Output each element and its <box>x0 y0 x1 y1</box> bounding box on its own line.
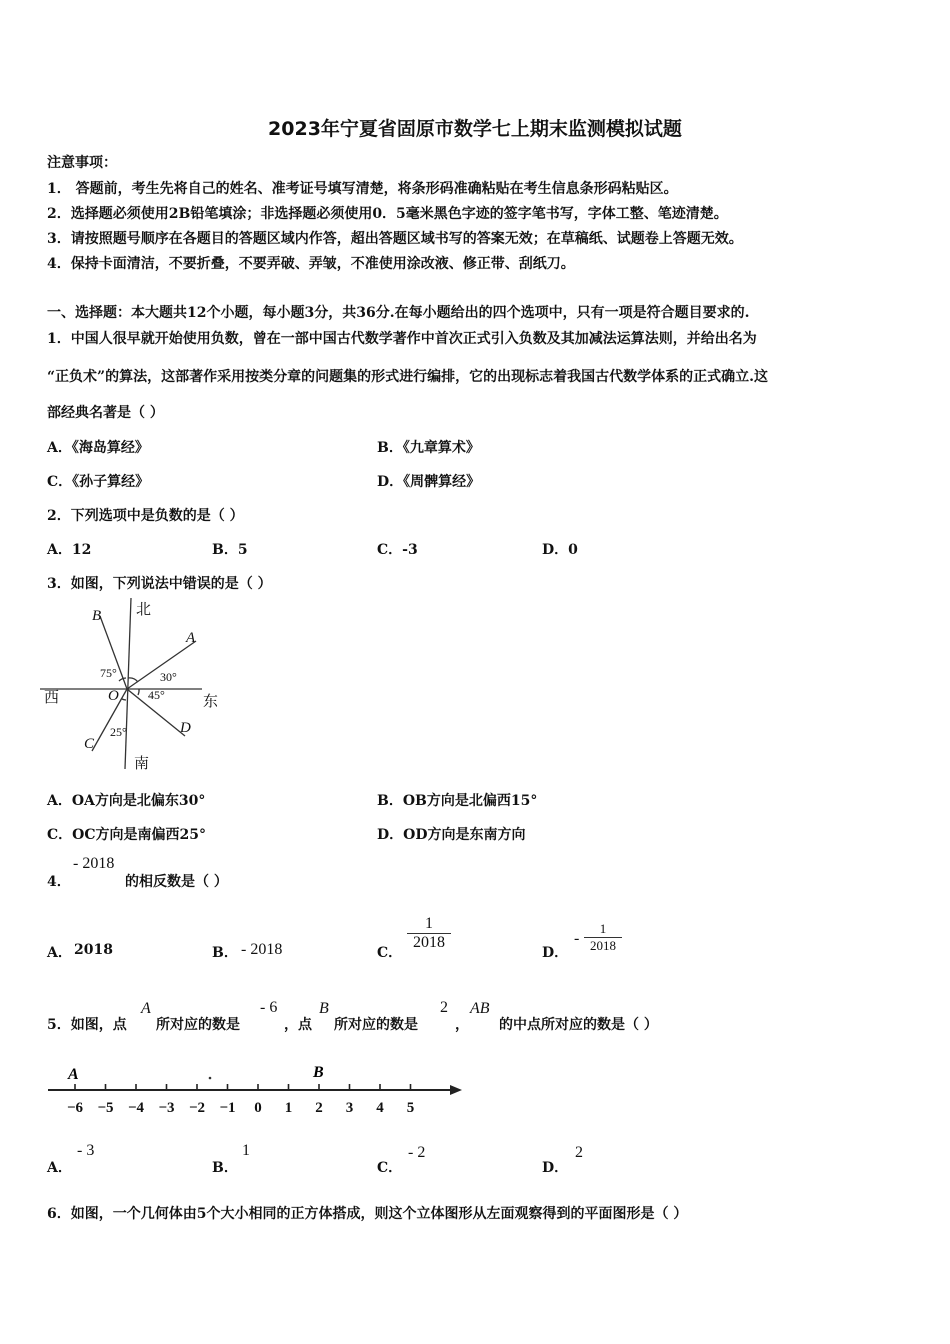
notice-item-1: 1． 答题前，考生先将自己的姓名、准考证号填写清楚，将条形码准确粘贴在考生信息条形码粘贴区。 <box>47 181 678 197</box>
tick-label: 4 <box>376 1100 384 1116</box>
q3-option-a: A．OA方向是北偏东30° <box>47 793 206 809</box>
q5-point-a: A <box>141 1000 151 1017</box>
label-d: D <box>180 720 191 736</box>
q4-value: - 2018 <box>73 855 115 872</box>
tick-label: 1 <box>284 1100 293 1116</box>
label-o: O <box>108 688 119 704</box>
q2-stem: 2．下列选项中是负数的是（ ） <box>47 508 244 524</box>
notice-item-4: 4．保持卡面清洁，不要折叠，不要弄破、弄皱，不准使用涂改液、修正带、刮纸刀。 <box>47 256 575 272</box>
notice-item-2: 2．选择题必须使用2B铅笔填涂；非选择题必须使用0．5毫米黑色字迹的签字笔书写，字体工整、笔迹清楚。 <box>47 206 728 222</box>
q4-option-d-sign: - <box>574 930 580 947</box>
q5-option-b-label: B． <box>212 1160 238 1176</box>
q1-option-b: B．《九章算术》 <box>377 440 480 456</box>
q4-option-b-label: B． <box>212 945 238 961</box>
q5-stem-part-5: ， <box>455 1017 469 1033</box>
label-c: C <box>84 736 95 752</box>
q5-option-c-label: C． <box>377 1160 403 1176</box>
label-west: 西 <box>44 690 60 706</box>
tick-label: 3 <box>345 1100 354 1116</box>
q5-option-d-value: 2 <box>575 1144 583 1161</box>
q3-option-b: B．OB方向是北偏西15° <box>377 793 538 809</box>
q1-stem-line-1: 1．中国人很早就开始使用负数，曾在一部中国古代数学著作中首次正式引入负数及其加减法运算法则，并给出名为 <box>47 331 757 347</box>
q4-option-d-denominator: 2018 <box>584 937 622 954</box>
tick-label: −1 <box>219 1100 236 1116</box>
q1-stem-line-3: 部经典名著是（ ） <box>47 405 164 421</box>
q5-option-d-label: D． <box>542 1160 569 1176</box>
angle-label-25: 25° <box>110 725 127 739</box>
q1-option-a: A．《海岛算经》 <box>47 440 149 456</box>
label-a: A <box>186 630 196 646</box>
angle-label-45: 45° <box>148 688 165 702</box>
axis-label-b: B <box>313 1064 324 1081</box>
q5-option-a-value: - 3 <box>77 1142 95 1159</box>
q5-option-a-label: A． <box>47 1160 72 1176</box>
q5-point-b: B <box>319 1000 329 1017</box>
tick-label: −4 <box>127 1100 145 1116</box>
arrow-head <box>450 1085 462 1095</box>
section-heading: 一、选择题：本大题共12个小题，每小题3分，共36分.在每小题给出的四个选项中，只有一项是符合题目要求的. <box>47 305 750 321</box>
q4-option-a-value: 2018 <box>74 942 113 958</box>
angle-label-75: 75° <box>100 666 117 680</box>
q4-option-c-numerator: 1 <box>425 915 433 932</box>
q1-option-c: C．《孙子算经》 <box>47 474 150 490</box>
q5-option-c-value: - 2 <box>408 1144 426 1161</box>
number-line-figure <box>40 1055 470 1120</box>
page-title: 2023年宁夏省固原市数学七上期末监测模拟试题 <box>268 118 682 140</box>
q4-option-d-label: D． <box>542 945 569 961</box>
midpoint-dot <box>209 1077 212 1080</box>
q5-stem-part-6: 的中点所对应的数是（ ） <box>499 1017 658 1033</box>
angle-label-30: 30° <box>160 670 177 684</box>
tick-label: −6 <box>66 1100 84 1116</box>
q4-option-d-numerator: 1 <box>599 921 607 936</box>
q4-option-b-value: - 2018 <box>241 941 283 958</box>
q6-stem: 6．如图，一个几何体由5个大小相同的正方体搭成，则这个立体图形从左面观察得到的平面图形是（ ） <box>47 1206 688 1222</box>
tick-label: 5 <box>406 1100 415 1116</box>
label-south: 南 <box>134 756 150 772</box>
compass-figure <box>40 596 230 776</box>
q5-stem-part-4: 所对应的数是 <box>334 1017 418 1033</box>
label-east: 东 <box>203 694 219 710</box>
q1-option-d: D．《周髀算经》 <box>377 474 481 490</box>
tick-label: −2 <box>188 1100 206 1116</box>
tick-label: −3 <box>158 1100 175 1116</box>
q5-point-b-value: 2 <box>440 999 448 1016</box>
q2-option-c: C．-3 <box>377 542 418 558</box>
label-north: 北 <box>136 602 152 618</box>
q5-stem-part-2: 所对应的数是 <box>156 1017 240 1033</box>
q5-segment-ab: AB <box>470 1000 490 1017</box>
q5-stem-part-3: ，点 <box>284 1017 312 1033</box>
notice-heading: 注意事项： <box>47 155 117 171</box>
q5-stem-part-1: 5．如图，点 <box>47 1017 127 1033</box>
tick-label: 2 <box>315 1100 323 1116</box>
tick-label: 0 <box>254 1100 262 1116</box>
north-south-line <box>125 598 131 769</box>
axis-label-a: A <box>68 1066 79 1083</box>
q4-option-d-fraction <box>584 921 622 954</box>
q2-option-d: D．0 <box>542 542 578 558</box>
q4-option-a-label: A． <box>47 945 72 961</box>
q3-stem: 3．如图，下列说法中错误的是（ ） <box>47 576 272 592</box>
q4-option-c-denominator: 2018 <box>407 933 451 952</box>
q4-option-c-fraction <box>407 915 451 952</box>
q3-option-d: D．OD方向是东南方向 <box>377 827 526 843</box>
label-b: B <box>92 608 102 624</box>
q3-option-c: C．OC方向是南偏西25° <box>47 827 206 843</box>
tick-label: −5 <box>97 1100 114 1116</box>
q4-stem-tail: 的相反数是（ ） <box>125 874 228 890</box>
notice-item-3: 3．请按照题号顺序在各题目的答题区域内作答，超出答题区域书写的答案无效；在草稿纸、试题卷上答题无效。 <box>47 231 743 247</box>
q5-option-b-value: 1 <box>242 1142 250 1159</box>
q2-option-a: A．12 <box>47 542 92 558</box>
q1-stem-line-2: “正负术”的算法，这部著作采用按类分章的问题集的形式进行编排，它的出现标志着我国古代数学体系的正式确立.这 <box>47 369 768 385</box>
q4-option-c-label: C． <box>377 945 403 961</box>
q2-option-b: B．5 <box>212 542 248 558</box>
q5-point-a-value: - 6 <box>260 999 278 1016</box>
q4-number: 4． <box>47 874 71 890</box>
